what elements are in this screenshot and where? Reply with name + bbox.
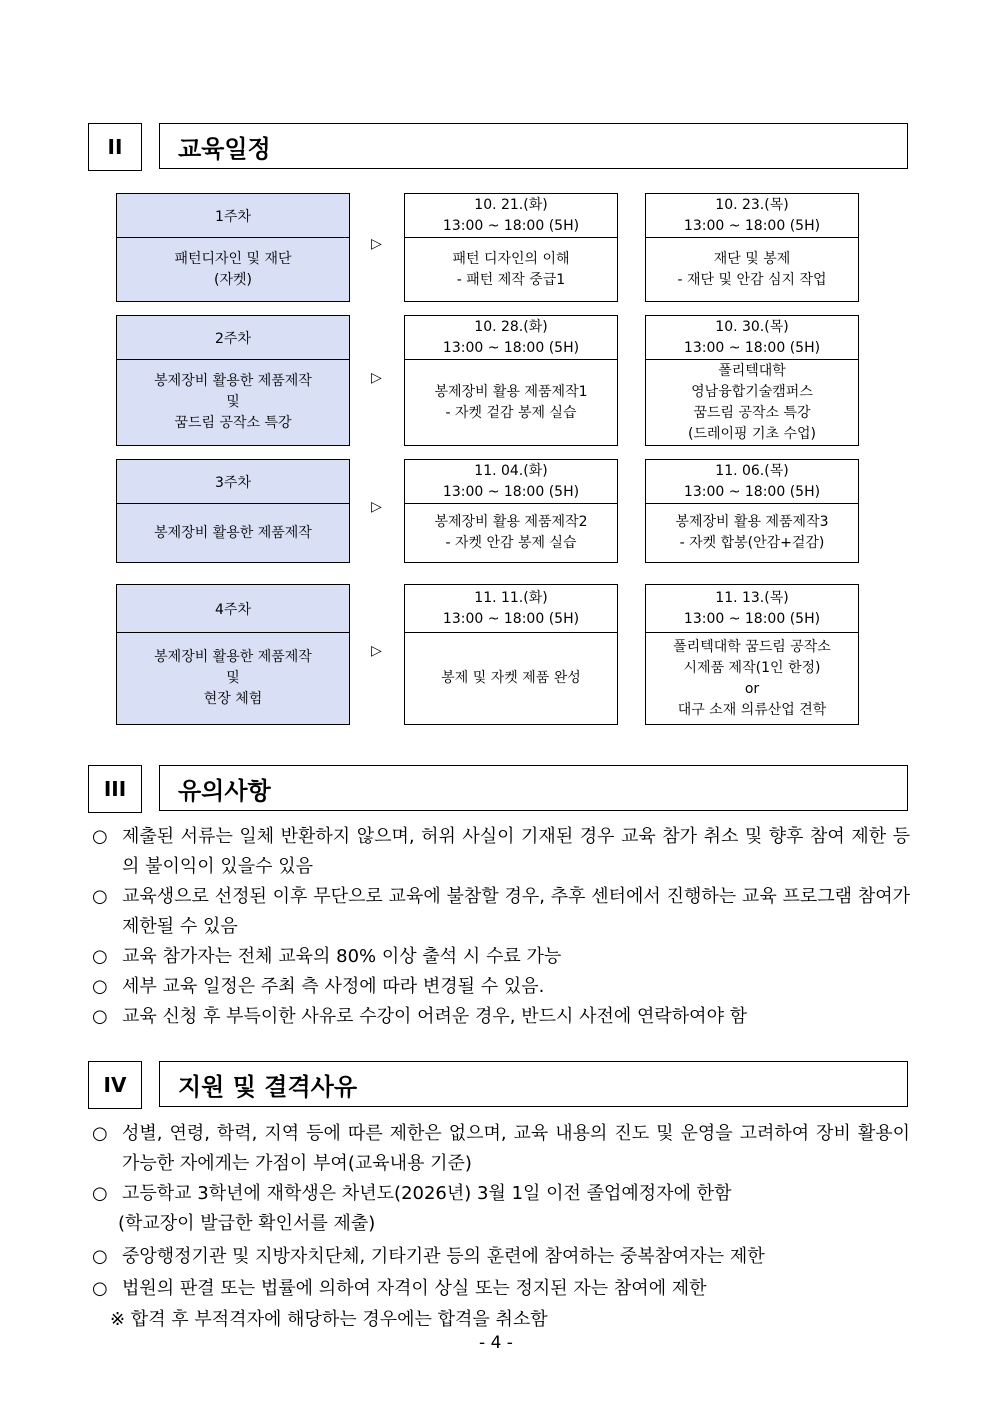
day-date: 11. 13.(목) bbox=[715, 589, 789, 606]
section-title: 유의사항 bbox=[159, 765, 908, 811]
day-content: 봉제장비 활용 제품제작1 - 자켓 겉감 봉제 실습 bbox=[434, 383, 588, 421]
day-box bbox=[645, 315, 859, 446]
bullet-circle-icon: ○ bbox=[92, 1006, 108, 1027]
section-header-schedule bbox=[88, 123, 908, 171]
bullet-circle-icon: ○ bbox=[92, 976, 108, 997]
eligibility-item: ○ 성별, 연령, 학력, 지역 등에 따른 제한은 없으며, 교육 내용의 진도 및 운영을 고려하여 장비 활용이 가능한 자에게는 가점이 부여(교육내용 기준) bbox=[92, 1119, 910, 1179]
day-time: 13:00 ~ 18:00 (5H) bbox=[442, 610, 580, 627]
arrow-icon: ▷ bbox=[371, 236, 382, 252]
section-number: II bbox=[88, 123, 142, 171]
section-number: III bbox=[88, 765, 142, 813]
day-date: 10. 30.(목) bbox=[715, 318, 789, 335]
day-date: 10. 28.(화) bbox=[474, 318, 548, 335]
footnote: ※ 합격 후 부적격자에 해당하는 경우에는 합격을 취소함 bbox=[110, 1309, 548, 1330]
week-2-box bbox=[116, 315, 350, 446]
day-box bbox=[645, 193, 859, 302]
day-time: 13:00 ~ 18:00 (5H) bbox=[683, 339, 821, 356]
bullet-circle-icon: ○ bbox=[92, 826, 108, 847]
day-content: 폴리텍대학 꿈드림 공작소 시제품 제작(1인 한정) or 대구 소재 의류산업 견학 bbox=[673, 638, 831, 718]
day-time: 13:00 ~ 18:00 (5H) bbox=[442, 483, 580, 500]
day-content: 패턴 디자인의 이해 - 패턴 제작 중급1 bbox=[452, 250, 570, 288]
week-3-box bbox=[116, 459, 350, 563]
notice-item: ○ 세부 교육 일정은 주최 측 사정에 따라 변경될 수 있음. bbox=[92, 972, 910, 1002]
week-topic: 봉제장비 활용한 제품제작 및 현장 체험 bbox=[154, 649, 312, 707]
bullet-circle-icon: ○ bbox=[92, 886, 108, 907]
day-time: 13:00 ~ 18:00 (5H) bbox=[683, 217, 821, 234]
week-topic: 봉제장비 활용한 제품제작 bbox=[154, 524, 312, 541]
day-date: 11. 06.(목) bbox=[715, 462, 789, 479]
week-label: 4주차 bbox=[117, 585, 349, 633]
section-header-eligibility bbox=[88, 1061, 908, 1109]
bullet-circle-icon: ○ bbox=[92, 946, 108, 967]
bullet-circle-icon: ○ bbox=[92, 1183, 108, 1204]
day-time: 13:00 ~ 18:00 (5H) bbox=[683, 483, 821, 500]
week-1-box bbox=[116, 193, 350, 302]
notice-item: ○ 교육 신청 후 부득이한 사유로 수강이 어려운 경우, 반드시 사전에 연락하여야 함 bbox=[92, 1002, 910, 1032]
eligibility-item: ○ 고등학교 3학년에 재학생은 차년도(2026년) 3월 1일 이전 졸업예정자에 한함 bbox=[92, 1179, 910, 1209]
day-box bbox=[645, 459, 859, 563]
section-title: 교육일정 bbox=[159, 123, 908, 169]
notice-item: ○ 제출된 서류는 일체 반환하지 않으며, 허위 사실이 기재된 경우 교육 참가 취소 및 향후 참여 제한 등의 불이익이 있을수 있음 bbox=[92, 822, 910, 882]
eligibility-item: ○ 법원의 판결 또는 법률에 의하여 자격이 상실 또는 정지된 자는 참여에 제한 bbox=[92, 1274, 910, 1304]
week-topic: 봉제장비 활용한 제품제작 및 꿈드림 공작소 특강 bbox=[154, 373, 312, 431]
day-box bbox=[404, 193, 618, 302]
day-box bbox=[404, 315, 618, 446]
day-content: 봉제 및 자켓 제품 완성 bbox=[441, 670, 581, 686]
eligibility-item: ○ 중앙행정기관 및 지방자치단체, 기타기관 등의 훈련에 참여하는 중복참여자는 제한 bbox=[92, 1242, 910, 1272]
week-label: 3주차 bbox=[117, 460, 349, 504]
day-box bbox=[404, 459, 618, 563]
day-time: 13:00 ~ 18:00 (5H) bbox=[442, 339, 580, 356]
day-box bbox=[645, 584, 859, 725]
day-content: 봉제장비 활용 제품제작3 - 자켓 합봉(안감+겉감) bbox=[675, 514, 829, 551]
eligibility-subnote: (학교장이 발급한 확인서를 제출) bbox=[118, 1213, 376, 1234]
arrow-icon: ▷ bbox=[371, 499, 382, 515]
day-date: 10. 21.(화) bbox=[474, 196, 548, 213]
day-box bbox=[404, 584, 618, 725]
day-time: 13:00 ~ 18:00 (5H) bbox=[683, 610, 821, 627]
day-date: 11. 11.(화) bbox=[474, 589, 548, 606]
week-topic: 패턴디자인 및 재단 (자켓) bbox=[174, 250, 292, 288]
section-number: IV bbox=[88, 1061, 142, 1109]
day-time: 13:00 ~ 18:00 (5H) bbox=[442, 217, 580, 234]
section-title: 지원 및 결격사유 bbox=[159, 1061, 908, 1107]
day-content: 폴리텍대학 영남융합기술캠퍼스 꿈드림 공작소 특강 (드레이핑 기초 수업) bbox=[687, 362, 817, 442]
week-4-box bbox=[116, 584, 350, 725]
notice-item: ○ 교육생으로 선정된 이후 무단으로 교육에 불참할 경우, 추후 센터에서 진행하는 교육 프로그램 참여가 제한될 수 있음 bbox=[92, 882, 910, 942]
bullet-circle-icon: ○ bbox=[92, 1278, 108, 1299]
bullet-circle-icon: ○ bbox=[92, 1123, 108, 1144]
week-label: 1주차 bbox=[117, 194, 349, 238]
day-content: 재단 및 봉제 - 재단 및 안감 심지 작업 bbox=[677, 250, 827, 288]
week-label: 2주차 bbox=[117, 316, 349, 360]
day-content: 봉제장비 활용 제품제작2 - 자켓 안감 봉제 실습 bbox=[434, 514, 588, 551]
section-header-notices bbox=[88, 765, 908, 813]
page-number: - 4 - bbox=[479, 1333, 513, 1353]
day-date: 11. 04.(화) bbox=[474, 462, 548, 479]
arrow-icon: ▷ bbox=[371, 370, 382, 386]
arrow-icon: ▷ bbox=[371, 643, 382, 659]
notice-item: ○ 교육 참가자는 전체 교육의 80% 이상 출석 시 수료 가능 bbox=[92, 942, 910, 972]
day-date: 10. 23.(목) bbox=[715, 196, 789, 213]
bullet-circle-icon: ○ bbox=[92, 1246, 108, 1267]
